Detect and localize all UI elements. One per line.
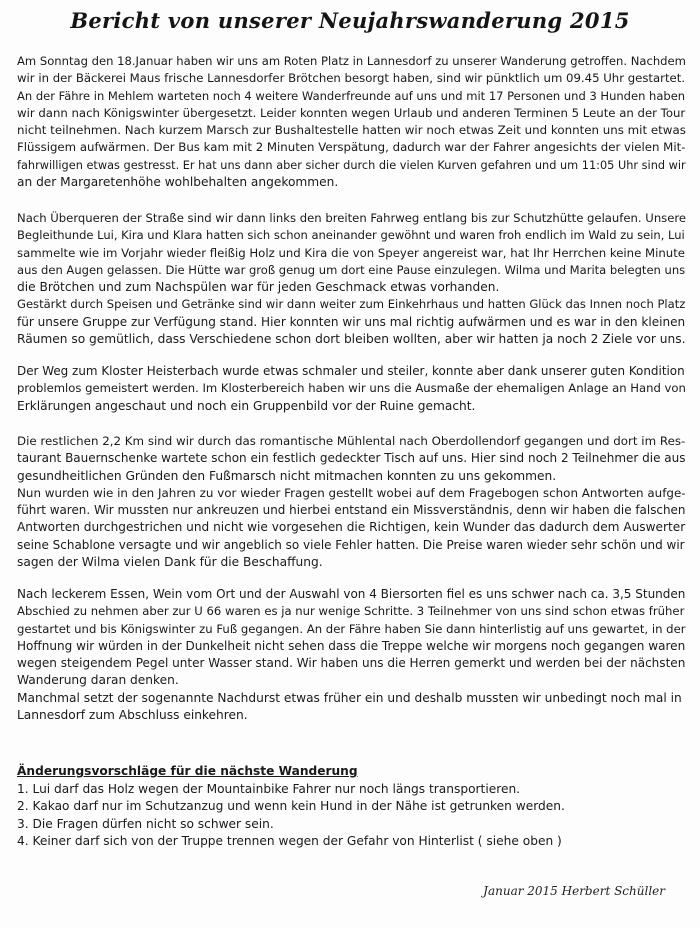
paragraph-kloster [17,363,685,415]
text-line: wegen steigendem Pegel unter Wasser stand. Wir haben uns die Herren gemerkt und werden bei der nächsten [17,656,686,671]
report-title: Bericht von unserer Neujahrswanderung 2015 [70,8,630,33]
paragraph-abschied [17,586,685,724]
list-item: 3. Die Fragen dürfen nicht so schwer sein. [17,816,274,831]
text-line: Die restlichen 2,2 Km sind wir durch das romantische Mühlental nach Oberdollendorf gegangen und dort im Res- [17,434,686,448]
text-line: Erklärungen angeschaut und noch ein Gruppenbild vor der Ruine gemacht. [17,398,476,413]
text-line: Räumen so gemütlich, dass Verschiedene schon dort bleiben wollten, aber wir hatten ja noch 2 Ziele vor uns. [17,332,686,347]
text-line: Antworten durchgestrichen und nicht wie vorgesehen die Richtigen, kein Wunder das dadurch dem Auswerter [17,520,686,535]
text-line: Am Sonntag den 18.Januar haben wir uns am Roten Platz in Lannesdorf zu unserer Wanderung getroffen. Nachdem [17,54,686,68]
text-line: an der Margaretenhöhe wohlbehalten angekommen. [17,175,339,190]
text-line: Gestärkt durch Speisen und Getränke sind wir dann weiter zum Einkehrhaus und hatten Glück das Innen noch Platz [17,297,686,312]
paragraph-schutzhuette [17,210,685,348]
paragraph-bauernschenke [17,433,685,571]
text-line: seine Schablone versagte und wir angeblich so viele Fehler hatten. Die Preise waren wieder sehr schön und wir [17,537,685,552]
text-line: aus den Augen gelassen. Die Hütte war groß genug um dort eine Pause einzulegen. Wilma und Marita belegten uns [17,262,686,277]
text-line: wir dann nach Königswinter übergesetzt. Leider konnten wegen Urlaub und anderen Terminen 5 Leute an der Tour [17,105,686,120]
text-line: gesundheitlichen Gründen den Fußmarsch nicht mitmachen konnten zu uns gekommen. [17,468,557,483]
text-line: Abschied zu nehmen aber zur U 66 waren es ja nur wenige Schritte. 3 Teilnehmer von uns sind schon etwas früher [17,604,685,619]
text-line: sagen der Wilma vielen Dank für die Beschaffung. [17,555,323,570]
text-line: problemlos gemeistert werden. Im Klosterbereich haben wir uns die Ausmaße der ehemaligen Anlage an Hand von [17,381,686,396]
list-item: 1. Lui darf das Holz wegen der Mountainbike Fahrer nur noch längs transportieren. [17,782,521,796]
suggestions-heading: Änderungsvorschläge für die nächste Wanderung [17,764,358,778]
text-line: nicht teilnehmen. Nach kurzem Marsch zur Bushaltestelle hatten wir noch etwas Zeit und konnten uns mit etwas [17,123,686,138]
text-line: Nach leckerem Essen, Wein vom Ort und der Auswahl von 4 Biersorten fiel es uns schwer nach ca. 3,5 Stunden [17,587,686,601]
text-line: Nach Überqueren der Straße sind wir dann links den breiten Fahrweg entlang bis zur Schutzhütte gelaufen. Unsere [17,211,687,225]
text-line: Lannesdorf zum Abschluss einkehren. [17,708,248,723]
text-line: führt waren. Wir mussten nur ankreuzen und hierbei entstand ein Missverständnis, denn wir haben die falschen [17,503,686,518]
text-line: die Brötchen und zum Nachspülen war für jeden Geschmack etwas vorhanden. [17,280,500,295]
text-line: Begleithunde Lui, Kira und Klara hatten sich schon aneinander gewöhnt und waren froh endlich im Wald zu sein, Lui [17,228,685,243]
text-line: wir in der Bäckerei Maus frische Lannesdorfer Brötchen besorgt haben, sind wir pünktlich um 09.45 Uhr gestartet. [17,71,686,86]
paragraph-start [17,53,685,191]
text-line: Nun wurden wie in den Jahren zu vor wieder Fragen gestellt wobei auf dem Fragebogen schon Antworten aufge- [17,485,686,500]
suggestions-list [17,781,565,850]
text-line: taurant Bauernschenke wartete schon ein festlich gedeckter Tisch auf uns. Hier sind noch 2 Teilnehmer die aus [17,451,686,466]
text-line: Flüssigem aufwärmen. Der Bus kam mit 2 Minuten Verspätung, dadurch war der Fahrer angesichts der vielen Mit- [17,140,686,155]
list-item: 2. Kakao darf nur im Schutzanzug und wenn kein Hund in der Nähe ist getrunken werden. [17,799,565,814]
text-line: gestartet und bis Königswinter zu Fuß gegangen. An der Fähre haben Sie dann hinterlistig auf uns gewartet, in der [17,621,686,636]
text-line: An der Fähre in Mehlem warteten noch 4 weitere Wanderfreunde auf uns und mit 17 Personen und 3 Hunden haben [17,88,686,103]
text-line: für unsere Gruppe zur Verfügung stand. Hier konnten wir uns mal richtig aufwärmen und es war in den kleinen [17,314,686,329]
text-line: Der Weg zum Kloster Heisterbach wurde etwas schmaler und steiler, konnte aber dank unserer guten Kondition [17,364,685,378]
text-line: sammelte wie im Vorjahr wieder fleißig Holz und Kira die von Speyer angereist war, hat Ihr Herrchen keine Minute [17,245,685,260]
text-line: fahrwilligen etwas gestresst. Er hat uns dann aber sicher durch die vielen Kurven gefahren und um 11:05 Uhr sind wir [17,157,686,172]
signature: Januar 2015 Herbert Schüller [483,884,665,898]
text-line: Wanderung daran denken. [17,673,179,688]
list-item: 4. Keiner darf sich von der Truppe trennen wegen der Gefahr von Hinterlist ( siehe oben ) [17,833,562,848]
text-line: Hoffnung wir würden in der Dunkelheit nicht sehen dass die Treppe welche wir morgens noch gegangen waren [17,638,686,653]
text-line: Manchmal setzt der sogenannte Nachdurst etwas früher ein und deshalb mussten wir unbedingt noch mal in [17,690,682,705]
